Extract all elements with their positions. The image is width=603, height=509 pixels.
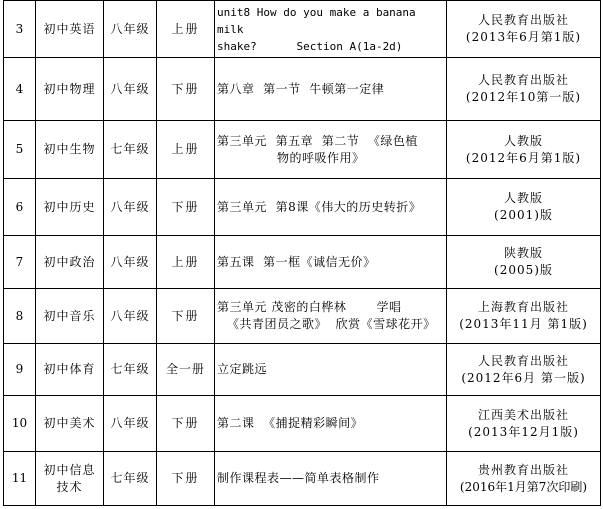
subject-cell: 初中历史 [36,179,104,236]
publisher-name: 人教版 [503,191,543,205]
grade-cell: 七年级 [104,121,157,179]
publisher-name: 上海教育出版社 [477,300,569,314]
publisher-name: 人民教育出版社 [477,73,569,87]
publisher-cell [447,236,601,289]
row-number: 4 [4,58,36,121]
grade-cell: 八年级 [104,396,157,452]
publisher-name: 江西美术出版社 [477,407,569,422]
content-cell [215,344,447,396]
subject-cell: 初中物理 [36,58,104,121]
publisher-edition: (2001)版 [494,208,553,222]
grade-cell: 七年级 [104,452,157,506]
table-row [4,179,601,236]
content-line: 第五课 第一框《诚信无价》 [217,254,376,269]
publisher-edition: (2012年10第一版) [465,90,582,104]
content-cell [215,121,447,179]
publisher-edition: (2016年1月第7次印刷) [459,479,588,494]
publisher-edition: (2012年6月第1版) [465,150,582,165]
row-number: 10 [4,396,36,452]
subject-cell: 初中美术 [36,396,104,452]
publisher-name: 人民教育出版社 [477,13,569,27]
row-number: 5 [4,121,36,179]
table-row [4,236,601,289]
content-line: 第二课 《捕捉精彩瞬间》 [217,416,364,430]
publisher-cell [447,121,601,179]
content-cell [215,396,447,452]
subject-line: 初中信息 [43,462,96,477]
grade-cell: 八年级 [104,1,157,58]
grade-cell: 八年级 [104,179,157,236]
row-number: 11 [4,452,36,506]
publisher-name: 人民教育出版社 [477,353,569,368]
publisher-cell [447,396,601,452]
volume-cell: 下册 [157,58,215,121]
publisher-cell [447,1,601,58]
content-cell [215,179,447,236]
subject-cell: 初中体育 [36,344,104,396]
content-cell [215,58,447,121]
grade-cell: 八年级 [104,58,157,121]
publisher-cell [447,289,601,344]
content-cell [215,1,447,58]
content-line: 第三单元 茂密的白桦林 学唱 [217,300,402,314]
table-row [4,396,601,452]
content-cell [215,236,447,289]
content-cell [215,289,447,344]
volume-cell: 上册 [157,1,215,58]
publisher-cell [447,179,601,236]
volume-cell: 下册 [157,179,215,236]
publisher-cell [447,58,601,121]
publisher-edition: (2005)版 [494,263,553,277]
table-row [4,1,601,58]
table-row [4,289,601,344]
volume-cell: 上册 [157,121,215,179]
table-row [4,344,601,396]
content-line: 第三单元 第五章 第二节 《绿色植 [217,133,418,148]
table-row [4,121,601,179]
publisher-cell [447,452,601,506]
volume-cell: 下册 [157,396,215,452]
table-row [4,452,601,506]
content-line: 物的呼吸作用》 [277,150,365,165]
volume-cell: 全一册 [157,344,215,396]
content-line: 制作课程表——简单表格制作 [217,471,380,485]
publisher-edition: (2012年6月 第一版) [461,370,586,385]
table-row [4,58,601,121]
volume-cell: 下册 [157,289,215,344]
content-line: 第八章 第一节 牛顿第一定律 [217,81,385,96]
row-number: 8 [4,289,36,344]
publisher-edition: (2013年12月1版) [468,424,579,439]
subject-cell [36,452,104,506]
content-line: 立定跳远 [217,362,268,376]
row-number: 6 [4,179,36,236]
publisher-name: 贵州教育出版社 [477,462,569,477]
row-number: 3 [4,1,36,58]
grade-cell: 七年级 [104,344,157,396]
grade-cell: 八年级 [104,236,157,289]
subject-cell: 初中英语 [36,1,104,58]
publisher-name: 人教版 [503,133,543,148]
row-number: 7 [4,236,36,289]
publisher-cell [447,344,601,396]
publisher-edition: (2013年11月 第1版) [459,317,588,331]
row-number: 9 [4,344,36,396]
textbook-table [3,0,601,506]
publisher-edition: (2013年6月第1版) [465,30,582,44]
subject-cell: 初中政治 [36,236,104,289]
content-line: 第三单元 第8课《伟大的历史转折》 [217,199,422,214]
content-cell [215,452,447,506]
content-line: unit8 How do you make a banana milk [217,5,416,36]
subject-cell: 初中音乐 [36,289,104,344]
content-line: 《共青团员之歌》 欣赏《雪球花开》 [227,317,436,331]
content-line: shake? Section A(1a-2d) [217,39,403,53]
volume-cell: 上册 [157,236,215,289]
volume-cell: 下册 [157,452,215,506]
grade-cell: 八年级 [104,289,157,344]
publisher-name: 陕教版 [503,246,543,260]
subject-cell: 初中生物 [36,121,104,179]
subject-line: 技术 [56,479,83,494]
